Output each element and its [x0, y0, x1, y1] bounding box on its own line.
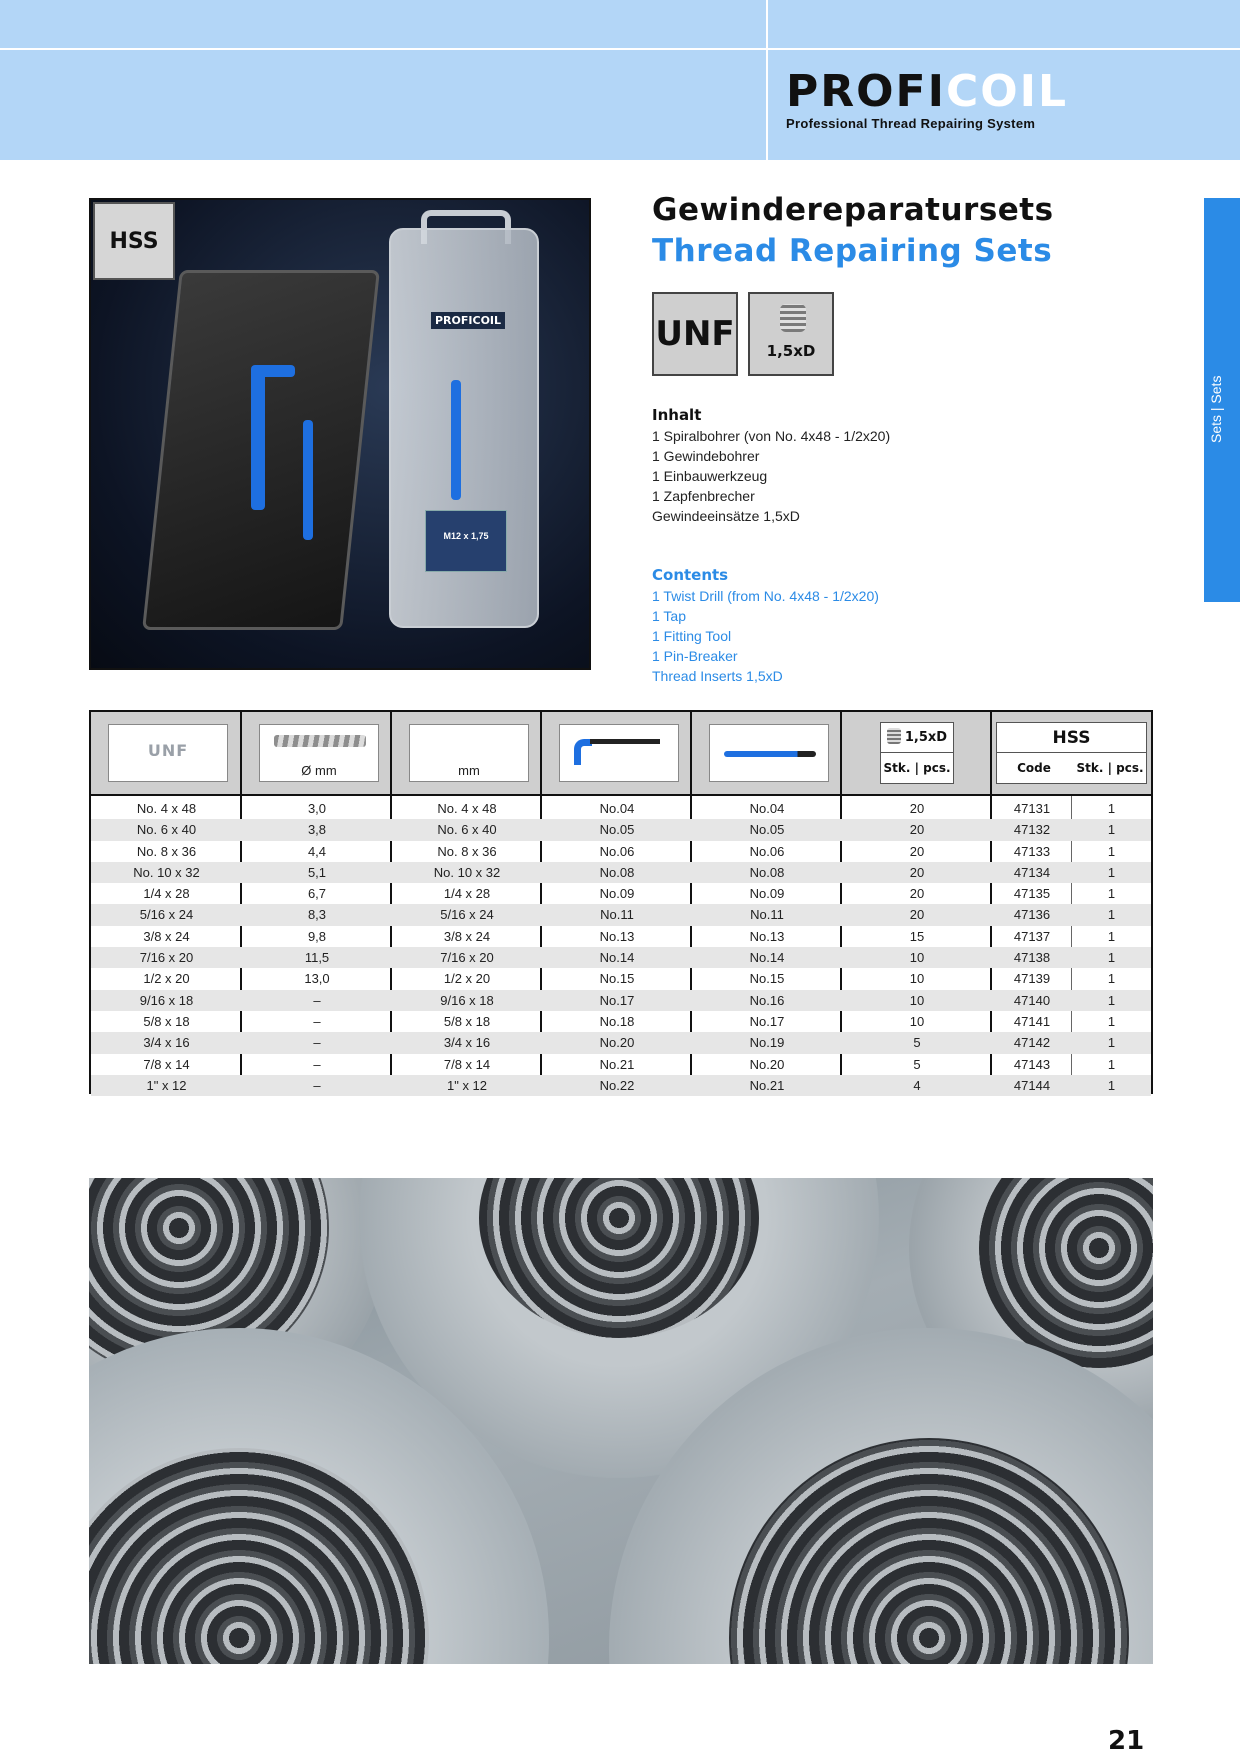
cell-set-qty: 1 [1107, 907, 1116, 923]
cell-code: 47134 [1013, 864, 1051, 880]
tap-caption: mm [458, 763, 480, 778]
cell-pin-breaker: No.05 [749, 822, 785, 838]
cell-set-qty: 1 [1107, 928, 1116, 944]
set-box [996, 722, 1147, 784]
table-row [91, 990, 1151, 1011]
thread-insert-icon [887, 728, 901, 744]
table-row [91, 968, 1151, 989]
set-hss-label: HSS [997, 723, 1146, 753]
cell-pin-breaker: No.06 [749, 843, 785, 859]
hss-badge: HSS [93, 202, 175, 280]
inserts-pcs-label: Stk. | pcs. [883, 761, 951, 775]
case-set-card [425, 510, 507, 572]
header-col-inserts [842, 712, 992, 794]
cell-pin-breaker: No.21 [749, 1077, 785, 1093]
inserts-length-label: 1,5xD [904, 730, 948, 745]
cell-tap-size: 7/16 x 20 [440, 950, 494, 966]
contents-en-item: 1 Twist Drill (from No. 4x48 - 1/2x20) [652, 588, 879, 604]
cell-thread-size: 1/4 x 28 [143, 886, 190, 902]
contents-de-item: 1 Gewindebohrer [652, 448, 760, 464]
header-col-drill [242, 712, 392, 794]
inserts-box-top [881, 723, 953, 753]
unf-logo: UNF [147, 741, 189, 760]
drill-caption: Ø mm [301, 763, 337, 778]
cell-insert-qty: 20 [909, 843, 925, 859]
cell-drill-diameter: 11,5 [304, 950, 330, 966]
set-pcs-label: Stk. | pcs. [1076, 761, 1144, 775]
cell-tap-size: 1/4 x 28 [443, 886, 491, 902]
cell-drill-diameter: 8,3 [307, 907, 327, 923]
contents-en-heading: Contents [652, 566, 729, 584]
case-brand-label: PROFICOIL [431, 312, 505, 329]
page-number: 21 [1108, 1726, 1145, 1754]
table-row [91, 819, 1151, 840]
cell-fitting-tool: No.14 [599, 950, 635, 966]
table-body [91, 798, 1151, 1096]
cell-code: 47143 [1013, 1056, 1051, 1072]
pin-breaker-icon [724, 751, 816, 757]
cell-set-qty: 1 [1107, 1056, 1116, 1072]
cell-pin-breaker: No.09 [749, 886, 785, 902]
set-bottom-row [997, 753, 1146, 783]
cell-code: 47131 [1013, 801, 1051, 816]
page-title-de: Gewindereparatursets [652, 192, 1054, 228]
table-row [91, 1011, 1151, 1032]
contents-en-item: Thread Inserts 1,5xD [652, 668, 783, 684]
header-col-set [992, 712, 1151, 794]
contents-en [652, 564, 879, 686]
cell-thread-size: 7/16 x 20 [139, 950, 194, 966]
cell-drill-diameter: 6,7 [307, 886, 327, 902]
cell-set-qty: 1 [1107, 992, 1116, 1008]
cell-insert-qty: 20 [909, 822, 925, 838]
cell-set-qty: 1 [1107, 971, 1116, 987]
cell-insert-qty: 10 [909, 971, 925, 987]
cell-code: 47144 [1013, 1077, 1051, 1093]
cell-tap-size: No. 6 x 40 [437, 822, 497, 838]
unf-badge: UNF [652, 292, 738, 376]
drill-box [259, 724, 379, 782]
cell-insert-qty: 15 [909, 928, 925, 944]
cell-tap-size: 1/2 x 20 [443, 971, 491, 987]
fitting-tool-handle-image [251, 365, 295, 377]
cell-thread-size: No. 10 x 32 [133, 864, 200, 880]
cell-set-qty: 1 [1107, 1035, 1116, 1051]
table-row [91, 841, 1151, 862]
cell-tap-size: 9/16 x 18 [440, 992, 494, 1008]
header-divider-horizontal [0, 48, 1240, 50]
insert-length-label: 1,5xD [766, 342, 816, 360]
cell-code: 47135 [1013, 886, 1051, 902]
contents-de-item: Gewindeeinsätze 1,5xD [652, 508, 800, 524]
cell-pin-breaker: No.08 [749, 864, 785, 880]
cell-drill-diameter: 4,4 [307, 843, 327, 859]
case-set-label: M12 x 1,75 [443, 531, 489, 541]
cell-thread-size: 5/16 x 24 [139, 907, 194, 923]
insert-length-badge [748, 292, 834, 376]
contents-en-item: 1 Fitting Tool [652, 628, 732, 644]
tap-box [409, 724, 529, 782]
cell-set-qty: 1 [1107, 843, 1116, 859]
cell-tap-size: 5/8 x 18 [443, 1013, 491, 1029]
cell-pin-breaker: No.11 [750, 907, 784, 923]
cell-thread-size: 1/2 x 20 [143, 971, 190, 987]
pin-breaker-image [303, 420, 313, 540]
cell-fitting-tool: No.21 [599, 1056, 635, 1072]
cell-pin-breaker: No.19 [749, 1035, 785, 1051]
cell-drill-diameter: 3,0 [307, 801, 327, 816]
cell-set-qty: 1 [1107, 864, 1116, 880]
table-header [91, 712, 1151, 796]
cell-code: 47132 [1013, 822, 1051, 838]
cell-insert-qty: 20 [909, 886, 925, 902]
cell-fitting-tool: No.04 [599, 801, 635, 816]
table-row [91, 904, 1151, 925]
table-row [91, 862, 1151, 883]
contents-de-item: 1 Spiralbohrer (von No. 4x48 - 1/2x20) [652, 428, 891, 444]
cell-tap-size: No. 8 x 36 [437, 843, 497, 859]
cell-thread-size: No. 8 x 36 [136, 843, 197, 859]
case-tool-image [451, 380, 461, 500]
table-row [91, 947, 1151, 968]
cell-tap-size: 5/16 x 24 [440, 907, 494, 923]
contents-en-item: 1 Tap [652, 608, 686, 624]
header-col-pin-breaker [692, 712, 842, 794]
table-row [91, 926, 1151, 947]
cell-fitting-tool: No.11 [600, 907, 634, 923]
cell-insert-qty: 5 [913, 1056, 921, 1072]
cell-code: 47141 [1013, 1013, 1051, 1029]
cell-tap-size: 1" x 12 [446, 1077, 488, 1093]
cell-set-qty: 1 [1107, 886, 1116, 902]
cell-fitting-tool: No.17 [599, 992, 635, 1008]
header-col-thread [91, 712, 242, 794]
table-row [91, 1032, 1151, 1053]
pin-breaker-box [709, 724, 829, 782]
unf-logo-box [108, 724, 228, 782]
cell-set-qty: 1 [1107, 950, 1116, 966]
cell-fitting-tool: No.20 [599, 1035, 635, 1051]
product-photo [89, 198, 591, 670]
cell-set-qty: 1 [1107, 801, 1116, 816]
cell-insert-qty: 20 [909, 864, 925, 880]
cell-code: 47136 [1013, 907, 1051, 923]
cell-thread-size: 1" x 12 [146, 1077, 187, 1093]
closed-case-image [389, 228, 539, 628]
cell-drill-diameter: – [313, 992, 321, 1008]
cell-thread-size: 5/8 x 18 [143, 1013, 190, 1029]
thread-insert-icon [780, 304, 806, 332]
header-col-fitting-tool [542, 712, 692, 794]
cell-set-qty: 1 [1107, 1077, 1116, 1093]
contents-de-item: 1 Einbauwerkzeug [652, 468, 768, 484]
cell-drill-diameter: – [313, 1056, 321, 1072]
code-label: Code [1017, 761, 1051, 775]
table-row [91, 798, 1151, 819]
brand-name [786, 66, 1146, 117]
contents-de-item: 1 Zapfenbrecher [652, 488, 755, 504]
inserts-box [880, 722, 954, 784]
table-row [91, 1054, 1151, 1075]
cell-fitting-tool: No.06 [599, 843, 635, 859]
cell-pin-breaker: No.20 [749, 1056, 785, 1072]
cell-drill-diameter: – [313, 1013, 321, 1029]
side-tab-label: Sets | Sets [1208, 375, 1224, 443]
tap-icon [424, 735, 516, 747]
page-title-en: Thread Repairing Sets [652, 233, 1053, 269]
contents-en-item: 1 Pin-Breaker [652, 648, 738, 664]
cell-insert-qty: 10 [909, 950, 925, 966]
header-col-tap [392, 712, 542, 794]
threaded-hole-image [729, 1438, 1129, 1664]
twist-drill-icon [274, 735, 366, 747]
brand-name-part2: COIL [945, 66, 1069, 117]
cell-code: 47140 [1013, 992, 1051, 1008]
cell-code: 47139 [1013, 971, 1051, 987]
cell-insert-qty: 10 [909, 1013, 925, 1029]
table-row [91, 1075, 1151, 1096]
cell-drill-diameter: 9,8 [307, 928, 327, 944]
cell-tap-size: 3/8 x 24 [443, 928, 491, 944]
cell-insert-qty: 20 [909, 907, 925, 923]
product-table [89, 710, 1153, 1094]
fitting-tool-image [251, 370, 265, 510]
section-side-tab[interactable] [1204, 198, 1240, 602]
brand-logo [786, 66, 1146, 131]
cell-fitting-tool: No.22 [599, 1077, 635, 1093]
cell-drill-diameter: 5,1 [307, 864, 327, 880]
cell-tap-size: No. 4 x 48 [437, 801, 497, 816]
cell-pin-breaker: No.17 [749, 1013, 785, 1029]
cell-set-qty: 1 [1107, 1013, 1116, 1029]
cell-fitting-tool: No.08 [599, 864, 635, 880]
cell-pin-breaker: No.04 [749, 801, 785, 816]
cell-thread-size: No. 4 x 48 [136, 801, 197, 816]
cell-insert-qty: 20 [909, 801, 925, 816]
cell-thread-size: 3/4 x 16 [143, 1035, 190, 1051]
cell-drill-diameter: 3,8 [307, 822, 327, 838]
cell-insert-qty: 10 [909, 992, 925, 1008]
cell-insert-qty: 4 [913, 1077, 921, 1093]
cell-drill-diameter: 13,0 [304, 971, 330, 987]
cell-pin-breaker: No.14 [749, 950, 785, 966]
cell-drill-diameter: – [313, 1035, 321, 1051]
cell-tap-size: 7/8 x 14 [443, 1056, 491, 1072]
table-row [91, 883, 1151, 904]
header-band [0, 0, 1240, 160]
threaded-hole-image [479, 1178, 759, 1338]
brand-name-part1: PROFI [786, 66, 946, 117]
threaded-nuts-photo [89, 1178, 1153, 1664]
fitting-tool-shaft-icon [590, 739, 660, 744]
cell-fitting-tool: No.05 [599, 822, 635, 838]
brand-tagline: Professional Thread Repairing System [786, 116, 1036, 131]
header-divider-vertical [766, 0, 768, 160]
fitting-tool-box [559, 724, 679, 782]
cell-insert-qty: 5 [913, 1035, 921, 1051]
cell-code: 47138 [1013, 950, 1051, 966]
cell-code: 47142 [1013, 1035, 1051, 1051]
cell-tap-size: 3/4 x 16 [443, 1035, 491, 1051]
cell-code: 47137 [1013, 928, 1051, 944]
cell-thread-size: 3/8 x 24 [143, 928, 190, 944]
cell-drill-diameter: – [313, 1077, 321, 1093]
cell-thread-size: 7/8 x 14 [143, 1056, 190, 1072]
cell-set-qty: 1 [1107, 822, 1116, 838]
cell-pin-breaker: No.13 [749, 928, 785, 944]
cell-thread-size: No. 6 x 40 [136, 822, 197, 838]
cell-fitting-tool: No.09 [599, 886, 635, 902]
contents-de-heading: Inhalt [652, 406, 702, 424]
cell-pin-breaker: No.16 [749, 992, 785, 1008]
cell-tap-size: No. 10 x 32 [433, 864, 501, 880]
threaded-hole-image [89, 1448, 429, 1664]
contents-de [652, 404, 890, 526]
cell-fitting-tool: No.18 [599, 1013, 635, 1029]
cell-fitting-tool: No.13 [599, 928, 635, 944]
cell-thread-size: 9/16 x 18 [139, 992, 194, 1008]
cell-pin-breaker: No.15 [749, 971, 785, 987]
cell-code: 47133 [1013, 843, 1051, 859]
cell-fitting-tool: No.15 [599, 971, 635, 987]
